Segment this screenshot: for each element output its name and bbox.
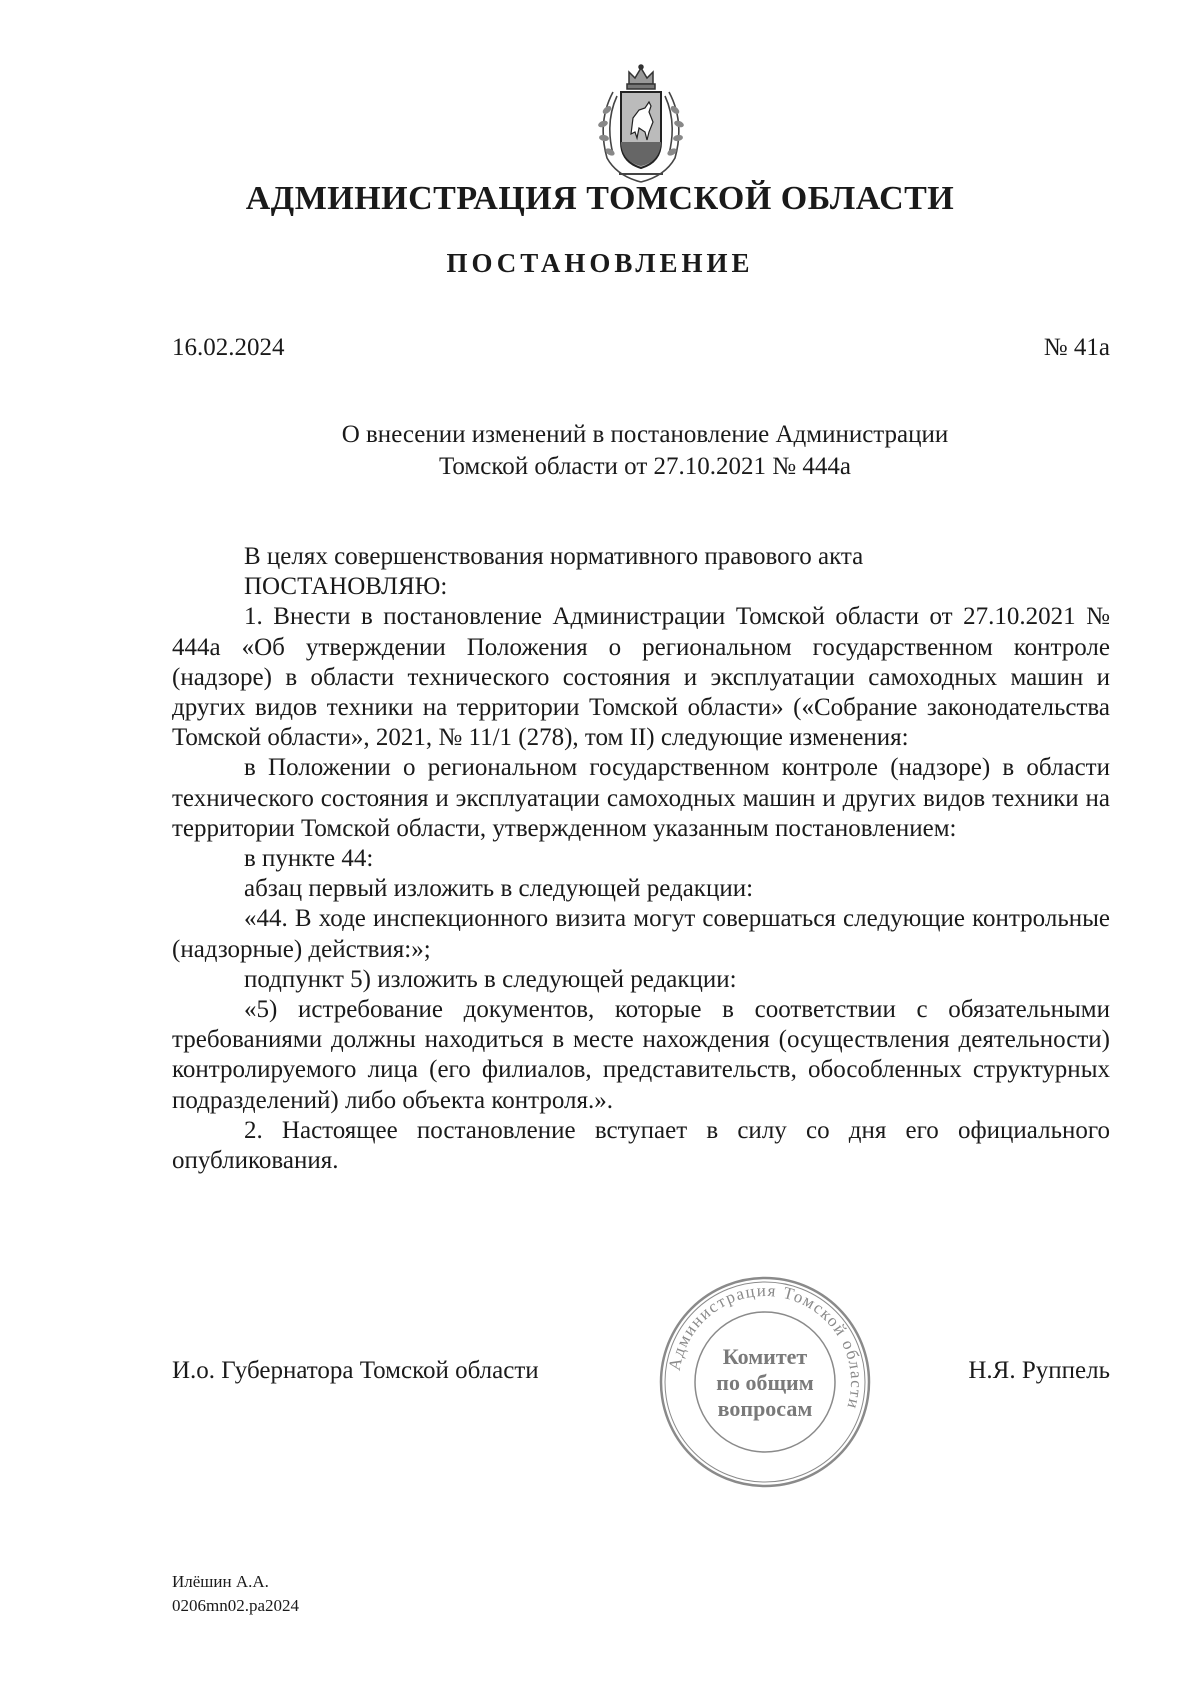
- signatory-name: Н.Я. Руппель: [968, 1357, 1110, 1384]
- official-stamp: [655, 1272, 875, 1492]
- subject-line: О внесении изменений в постановление Администрации: [341, 421, 949, 448]
- body-paragraph: 1. Внести в постановление Администрации Томской области от 27.10.2021 № 444а «Об утверждении Положения о региональном государственном контроле (надзоре) в области технического состояния и эксплуатации самоходных машин и других видов техники на территории Томской области» («Собрание законодательства Томской области», 2021, № 11/1 (278), том II) следующие изменения:: [172, 603, 1110, 752]
- document-type-heading: ПОСТАНОВЛЕНИЕ: [446, 248, 754, 278]
- stamp-center-line: по общим: [716, 1370, 814, 1395]
- signatory-position: И.о. Губернатора Томской области: [172, 1357, 539, 1384]
- body-paragraph: ПОСТАНОВЛЯЮ:: [244, 573, 448, 601]
- stamp-center-line: Комитет: [722, 1344, 808, 1369]
- body-paragraph: в Положении о региональном государственном контроле (надзоре) в области технического состояния и эксплуатации самоходных машин и других видов техники на территории Томской области, утвержденном указанным постановлением:: [172, 754, 1110, 842]
- executor-name: Илёшин А.А.: [172, 1572, 269, 1591]
- body-paragraph: «5) истребование документов, которые в соответствии с обязательными требованиями должны находиться в месте нахождения (осуществления деятельности) контролируемого лица (его филиалов, представительств, обособленных структурных подразделений) либо объекта контроля.».: [172, 996, 1110, 1114]
- organization-title: АДМИНИСТРАЦИЯ ТОМСКОЙ ОБЛАСТИ: [245, 180, 955, 217]
- document-subject: [250, 419, 1040, 483]
- document-number: № 41а: [1043, 334, 1110, 361]
- body-paragraph: в пункте 44:: [244, 845, 374, 873]
- executor-info: [172, 1570, 299, 1618]
- body-paragraph: подпункт 5) изложить в следующей редакции:: [244, 965, 737, 993]
- document-body: [172, 542, 1110, 1176]
- body-paragraph: 2. Настоящее постановление вступает в силу со дня его официального опубликования.: [172, 1116, 1110, 1175]
- file-code: 0206mn02.pa2024: [172, 1596, 300, 1615]
- stamp-ring-text: Администрация Томской области: [664, 1280, 867, 1413]
- subject-line: Томской области от 27.10.2021 № 444а: [439, 453, 851, 480]
- document-date: 16.02.2024: [172, 334, 285, 361]
- body-paragraph: абзац первый изложить в следующей редакции:: [244, 875, 754, 903]
- body-paragraph: В целях совершенствования нормативного правового акта: [244, 543, 864, 570]
- stamp-center-line: вопросам: [717, 1396, 813, 1421]
- body-paragraph: «44. В ходе инспекционного визита могут совершаться следующие контрольные (надзорные) действия:»;: [172, 905, 1110, 963]
- coat-of-arms-icon: [583, 62, 699, 188]
